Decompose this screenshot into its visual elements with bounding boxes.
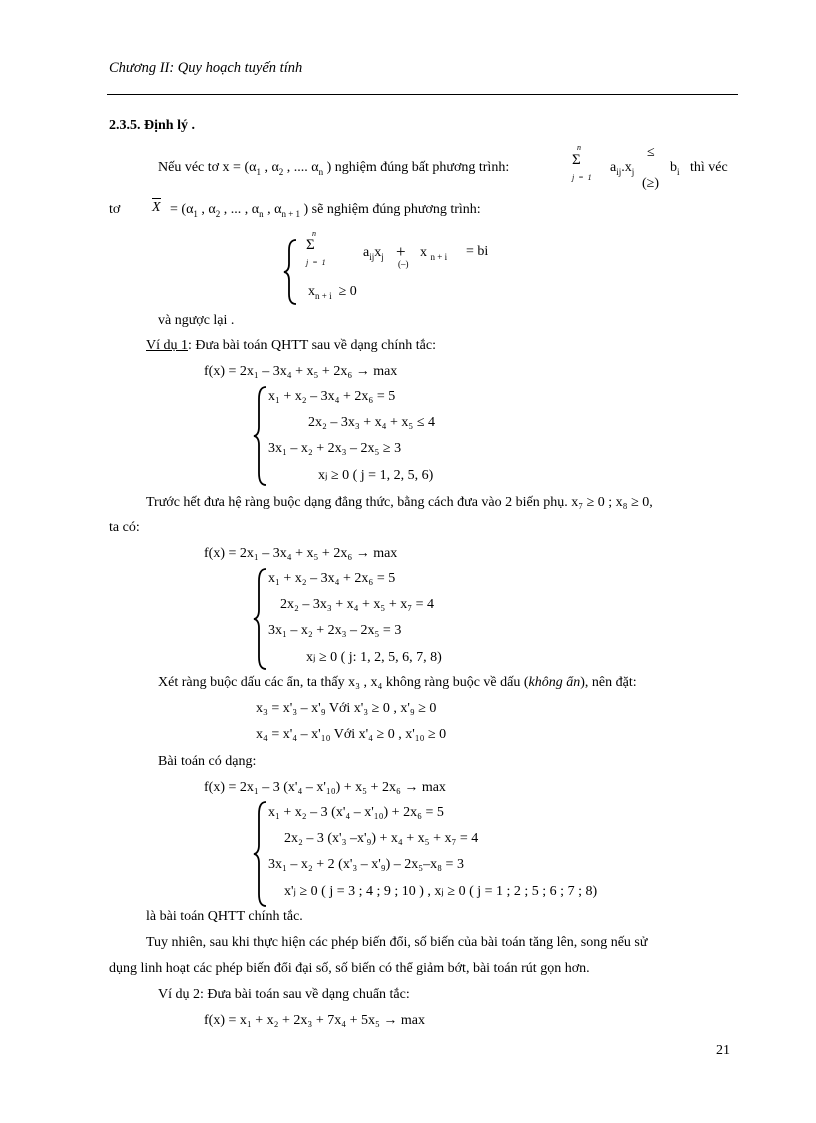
aij-xj-2: $a_{ij}x_j$ (363, 245, 384, 262)
x-bar: X (152, 200, 161, 215)
paragraph-line-1: Tuy nhiên, sau khi thực hiện các phép biến đổi, số biến của bài toán tăng lên, song nếu sử (146, 935, 648, 950)
ex1-step2: Xét ràng buộc dấu các ẩn, ta thấy x₃ , x₄ không ràng buộc về dấu (không ẩn), nên đặt: (158, 675, 637, 690)
ex1-constraint-3: 3x₁ – x₂ + 2x₃ – 2x₅ ≥ 3 (268, 441, 402, 456)
le-symbol: ≤ (647, 145, 655, 160)
ex1-objective-3: f(x) = 2x₁ – 3 (x'₄ – x'₁₀) + x₅ + 2x₆ → max (204, 780, 446, 795)
eq-rhs: = bi (466, 244, 489, 259)
page-number: 21 (716, 1043, 730, 1058)
ex1-e-constraint-4: x'ⱼ ≥ 0 ( j = 3 ; 4 ; 9 ; 10 ) , xⱼ ≥ 0 ( j = 1 ; 2 ; 5 ; 6 ; 7 ; 8) (284, 884, 598, 899)
ex1-d-constraint-4: xⱼ ≥ 0 ( j: 1, 2, 5, 6, 7, 8) (306, 650, 442, 665)
sum-upper-n: n (577, 143, 581, 152)
aij-xj: $a_{ij}.x_j$ (610, 160, 635, 177)
sum2-symbol: Σ (306, 237, 315, 253)
ex1-e-constraint-1: x₁ + x₂ – 3 (x'₄ – x'₁₀) + 2x₆ = 5 (268, 805, 444, 820)
ex1-constraint-1: x₁ + x₂ – 3x₄ + 2x₆ = 5 (268, 389, 396, 404)
chapter-header: Chương II: Quy hoạch tuyến tính (109, 60, 303, 76)
ex1-constraint-2: 2x₂ – 3x₃ + x₄ + x₅ ≤ 4 (308, 415, 435, 430)
ex1-step1b: ta có: (109, 520, 140, 535)
brace-system-3 (253, 800, 269, 908)
ge-symbol: (≥) (642, 176, 660, 191)
brace-system-2 (253, 567, 269, 671)
ex1-d-constraint-1: x₁ + x₂ – 3x₄ + 2x₆ = 5 (268, 571, 396, 586)
paragraph-line-2: dụng linh hoạt các phép biến đổi đại số, số biến có thể giảm bớt, bài toán rút gọn hơn. (109, 961, 590, 976)
example1-objective: f(x) = 2x₁ – 3x₄ + x₅ + 2x₆ → max (204, 364, 398, 379)
ex1-constraint-4: xⱼ ≥ 0 ( j = 1, 2, 5, 6) (318, 468, 434, 483)
ex1-objective-2: f(x) = 2x₁ – 3x₄ + x₅ + 2x₆ → max (204, 546, 398, 561)
theorem-line-1-end: thì véc (690, 160, 728, 175)
sum-symbol: Σ (572, 152, 581, 168)
example2-objective: f(x) = x₁ + x₂ + 2x₃ + 7x₄ + 5x₅ → max (204, 1013, 425, 1028)
header-rule (107, 94, 738, 95)
example1-intro: Ví dụ 1: Đưa bài toán QHTT sau về dạng chính tắc: (146, 338, 436, 353)
ex1-conclusion: là bài toán QHTT chính tắc. (146, 909, 303, 924)
plus-sign: + (396, 242, 406, 261)
minus-sign: (–) (398, 259, 409, 269)
converse: và ngược lại . (158, 313, 235, 328)
sum-lower-j: j = 1 (572, 173, 592, 182)
ex1-sub-1: x₃ = x'₃ – x'₉ Với x'₃ ≥ 0 , x'₉ ≥ 0 (256, 701, 437, 716)
theorem-line-2: = ($\alpha_1$ , $\alpha_2$ , ... , $\alpha_n$ , $\alpha_{n + 1}$ ) sẽ nghiệm đúng phương trình: (170, 202, 481, 219)
section-title: 2.3.5. Định lý . (109, 118, 195, 133)
ex1-sub-2: x₄ = x'₄ – x'₁₀ Với x'₄ ≥ 0 , x'₁₀ ≥ 0 (256, 727, 447, 742)
ex1-d-constraint-2: 2x₂ – 3x₃ + x₄ + x₅ + x₇ = 4 (280, 597, 434, 612)
ex1-e-constraint-3: 3x₁ – x₂ + 2 (x'₃ – x'₉) – 2x₅–x₈ = 3 (268, 857, 464, 872)
ex1-e-constraint-2: 2x₂ – 3 (x'₃ –x'₉) + x₄ + x₅ + x₇ = 4 (284, 831, 479, 846)
bi: $b_i$ (670, 160, 680, 177)
ex1-form: Bài toán có dạng: (158, 754, 257, 769)
ex1-step1: Trước hết đưa hệ ràng buộc dạng đẳng thức, bằng cách đưa vào 2 biến phụ. x₇ ≥ 0 ; x₈ ≥ 0, (146, 495, 653, 510)
brace-system-1 (253, 385, 269, 487)
brace-system-0 (283, 238, 299, 306)
x-n-plus-i: x $_{n + i}$ (420, 245, 448, 262)
theorem-line-2-start: tơ (109, 202, 121, 217)
sum2-upper-n: n (312, 229, 316, 238)
ex1-d-constraint-3: 3x₁ – x₂ + 2x₃ – 2x₅ = 3 (268, 623, 402, 638)
example2-intro: Ví dụ 2: Đưa bài toán sau về dạng chuẩn tắc: (158, 987, 410, 1002)
x-n-plus-i-nonneg: $x_{n + i} \ge 0$ (308, 284, 357, 301)
theorem-line-1: Nếu véc tơ $x = (\alpha_1$ , $\alpha_2$ , .... $\alpha_n$ ) nghiệm đúng bất phương trình: (158, 160, 510, 177)
sum2-lower-j: j = 1 (306, 258, 326, 267)
